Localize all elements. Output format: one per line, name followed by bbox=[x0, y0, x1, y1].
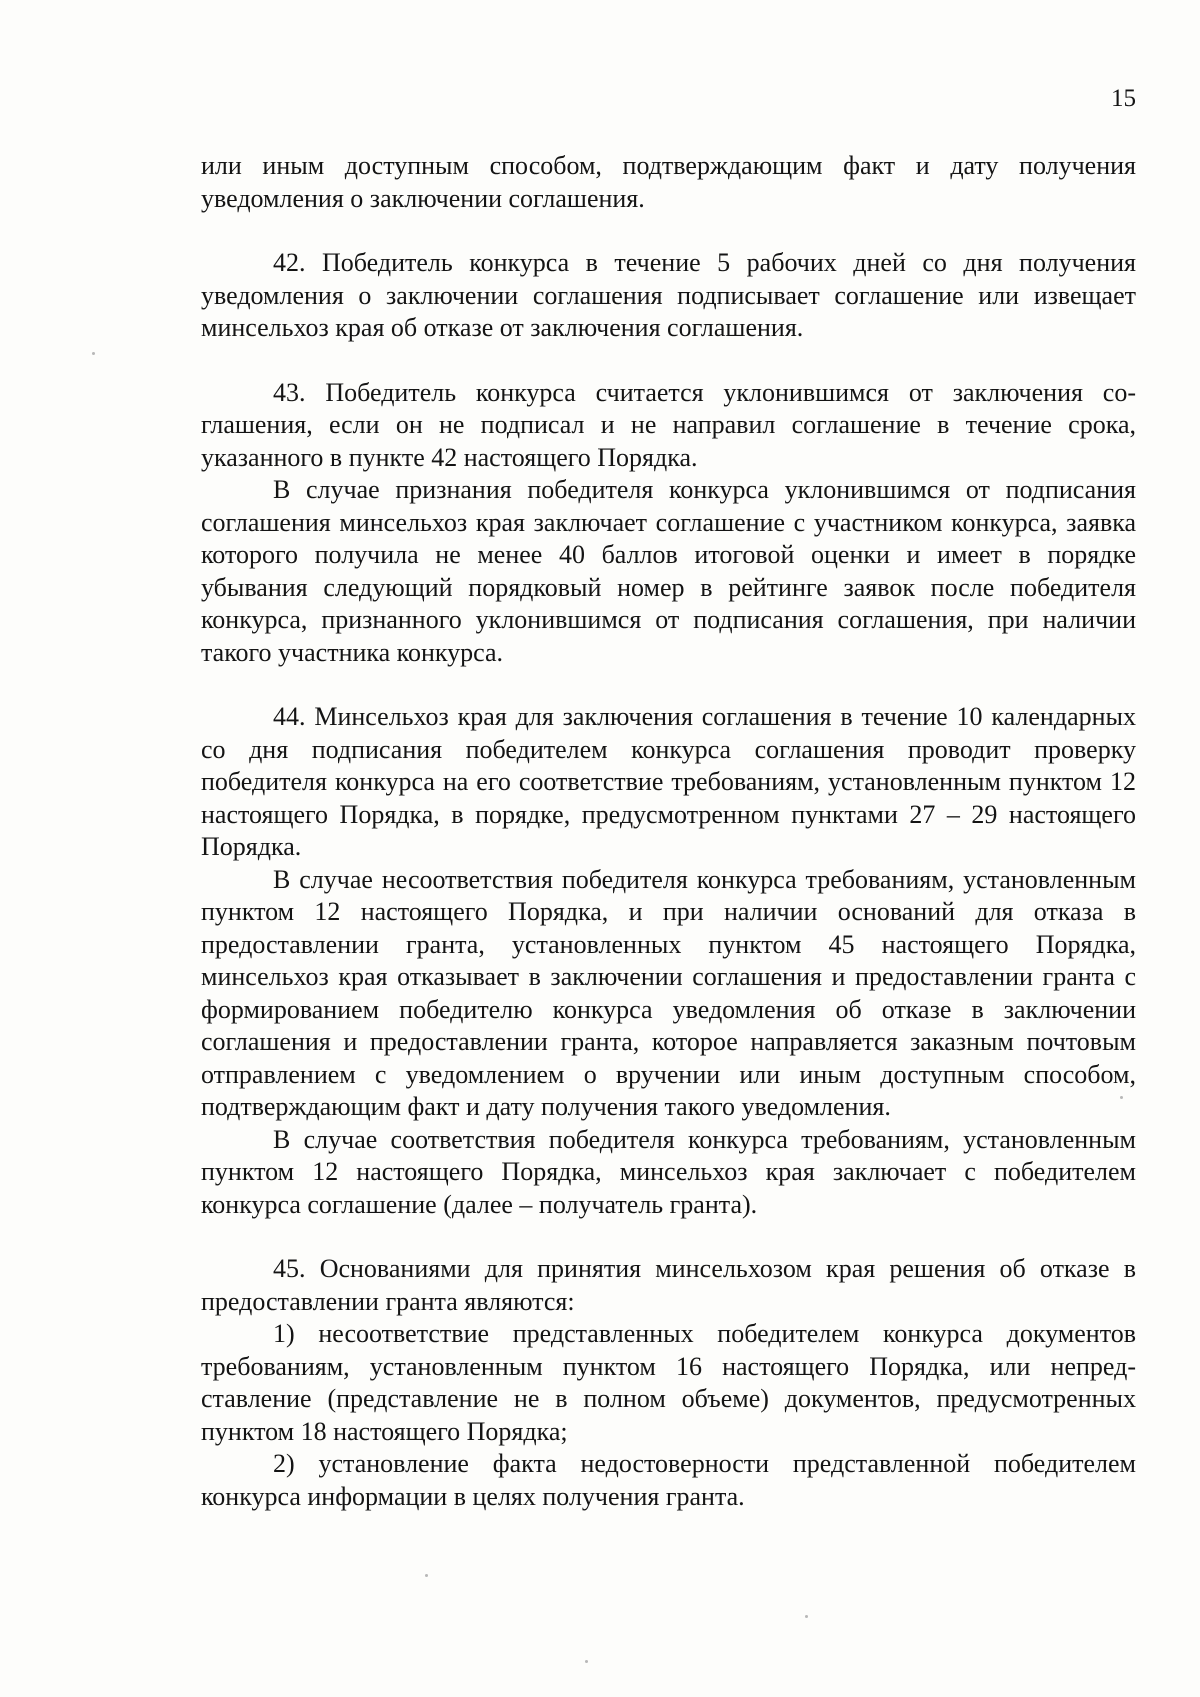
document-body bbox=[201, 150, 1136, 1513]
paragraph: 1) несоответствие представленных победителем конкурса документов требованиям, установленным пунктом 16 настоящего Порядка, или непредставление (представление не в полном объеме) документов, предусмотренных пунктом 18 настоящего Порядка; bbox=[201, 1319, 1136, 1446]
scan-speck bbox=[1120, 1096, 1123, 1099]
paragraph: В случае несоответствия победителя конкурса требованиям, установленным пунктом 12 настоящего Порядка, и при наличии оснований для отказа в предоставлении гранта, установленных пунктом 45 настоящего Порядка, минсельхоз края отказывает в заключении соглашения и предоставлении гранта с формированием победителю конкурса уведомления об отказе в заключении соглашения и предоставлении гранта, которое направляется заказным почтовым отправлением с уведомлением о вручении или иным доступным способом, подтверждающим факт и дату получения такого уведомления. bbox=[201, 864, 1136, 1121]
paragraph: В случае соответствия победителя конкурса требованиям, установленным пунктом 12 настоящего Порядка, минсельхоз края заключает с победителем конкурса соглашение (далее – получатель гранта). bbox=[201, 1124, 1136, 1219]
scan-speck bbox=[805, 1615, 808, 1618]
paragraph: 42. Победитель конкурса в течение 5 рабочих дней со дня получения уведомления о заключении соглашения подписывает соглашение или извещает минсельхоз края об отказе от заключения соглашения. bbox=[201, 248, 1136, 342]
scan-speck bbox=[585, 1660, 588, 1663]
paragraph: 44. Минсельхоз края для заключения соглашения в течение 10 календарных со дня подписания победителем конкурса соглашения проводит проверку победителя конкурса на его соответствие требованиям, установленным пунктом 12 настоящего Порядка, в порядке, предусмотренном пунктами 27 – 29 настоящего Порядка. bbox=[201, 702, 1136, 861]
paragraph: В случае признания победителя конкурса уклонившимся от подписания соглашения минсельхоз края заключает соглашение с участником конкурса, заявка которого получила не менее 40 баллов итоговой оценки и имеет в порядке убывания следующий порядковый номер в рейтинге заявок после победителя конкурса, признанного уклонившимся от подписания соглашения, при наличии такого участника конкурса. bbox=[201, 475, 1136, 667]
scan-speck bbox=[425, 1574, 428, 1577]
paragraph: 45. Основаниями для принятия минсельхозом края решения об отказе в предоставлении гранта являются: bbox=[201, 1254, 1136, 1316]
page-number: 15 bbox=[1111, 85, 1136, 112]
paragraph: или иным доступным способом, подтверждающим факт и дату получения уведомления о заключении соглашения. bbox=[201, 151, 1136, 213]
paragraph: 43. Победитель конкурса считается уклонившимся от заключения соглашения, если он не подписал и не направил соглашение в течение срока, указанного в пункте 42 настоящего Порядка. bbox=[201, 377, 1136, 472]
paragraph: 2) установление факта недостоверности представленной победителем конкурса информации в целях получения гранта. bbox=[201, 1449, 1136, 1511]
scan-speck bbox=[92, 352, 95, 355]
